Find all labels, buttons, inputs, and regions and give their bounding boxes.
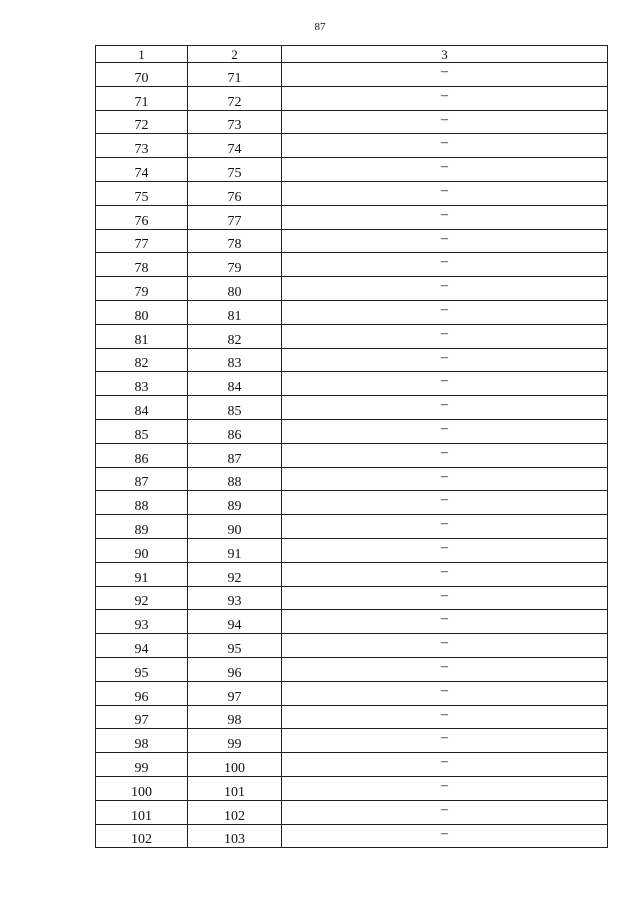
table-row <box>96 348 608 372</box>
dash-mark: – <box>441 516 448 532</box>
table-row <box>96 538 608 562</box>
table-cell-col-2: 88 <box>188 467 282 491</box>
table-cell-col-2: 73 <box>188 110 282 134</box>
dash-mark: – <box>441 539 448 555</box>
table-cell-col-2: 81 <box>188 300 282 324</box>
table-cell-col-1: 91 <box>96 562 188 586</box>
table-cell-col-1: 89 <box>96 515 188 539</box>
table-cell-col-1: 85 <box>96 419 188 443</box>
table-cell-col-1: 84 <box>96 396 188 420</box>
header-row <box>96 46 608 63</box>
table-cell-col-2: 79 <box>188 253 282 277</box>
dash-mark: – <box>441 777 448 793</box>
table-row <box>96 753 608 777</box>
dash-mark: – <box>441 682 448 698</box>
table-cell-col-2: 86 <box>188 419 282 443</box>
table-cell-col-3 <box>282 634 608 658</box>
table-row <box>96 277 608 301</box>
table-cell-col-3 <box>282 181 608 205</box>
table-row <box>96 181 608 205</box>
table-row <box>96 634 608 658</box>
dash-mark: – <box>441 397 448 413</box>
table-cell-col-1: 86 <box>96 443 188 467</box>
dash-mark: – <box>441 492 448 508</box>
table-row <box>96 63 608 87</box>
dash-mark: – <box>441 373 448 389</box>
dash-mark: – <box>441 587 448 603</box>
table-cell-col-2: 99 <box>188 729 282 753</box>
table-row <box>96 491 608 515</box>
table-cell-col-2: 78 <box>188 229 282 253</box>
table-cell-col-3 <box>282 253 608 277</box>
dash-mark: – <box>441 825 448 841</box>
table-row <box>96 324 608 348</box>
table-cell-col-3 <box>282 515 608 539</box>
table-cell-col-1: 100 <box>96 776 188 800</box>
table-cell-col-1: 102 <box>96 824 188 848</box>
table-cell-col-2: 93 <box>188 586 282 610</box>
dash-mark: – <box>441 801 448 817</box>
data-table <box>95 45 608 848</box>
table-row <box>96 372 608 396</box>
table-cell-col-3 <box>282 729 608 753</box>
table-cell-col-1: 76 <box>96 205 188 229</box>
table-cell-col-3 <box>282 538 608 562</box>
table-cell-col-1: 99 <box>96 753 188 777</box>
table-cell-col-1: 77 <box>96 229 188 253</box>
dash-mark: – <box>441 468 448 484</box>
table-cell-col-1: 73 <box>96 134 188 158</box>
dash-mark: – <box>441 563 448 579</box>
table-cell-col-1: 90 <box>96 538 188 562</box>
table-cell-col-1: 80 <box>96 300 188 324</box>
dash-mark: – <box>441 278 448 294</box>
table-cell-col-2: 80 <box>188 277 282 301</box>
table-cell-col-3 <box>282 134 608 158</box>
table-cell-col-2: 77 <box>188 205 282 229</box>
table-row <box>96 205 608 229</box>
dash-mark: – <box>441 325 448 341</box>
column-header-2: 2 <box>188 46 282 63</box>
table-cell-col-3 <box>282 491 608 515</box>
table-cell-col-2: 102 <box>188 800 282 824</box>
dash-mark: – <box>441 754 448 770</box>
table-cell-col-2: 82 <box>188 324 282 348</box>
dash-mark: – <box>441 301 448 317</box>
table-row <box>96 610 608 634</box>
table-cell-col-2: 72 <box>188 86 282 110</box>
table-cell-col-3 <box>282 657 608 681</box>
table-cell-col-2: 92 <box>188 562 282 586</box>
table-cell-col-2: 76 <box>188 181 282 205</box>
table-cell-col-1: 87 <box>96 467 188 491</box>
table-cell-col-3 <box>282 372 608 396</box>
table-cell-col-3 <box>282 277 608 301</box>
dash-mark: – <box>441 420 448 436</box>
table-cell-col-2: 84 <box>188 372 282 396</box>
table-cell-col-3 <box>282 63 608 87</box>
dash-mark: – <box>441 135 448 151</box>
table-cell-col-3 <box>282 324 608 348</box>
dash-mark: – <box>441 611 448 627</box>
table-cell-col-1: 70 <box>96 63 188 87</box>
table-row <box>96 467 608 491</box>
table-cell-col-1: 101 <box>96 800 188 824</box>
table-cell-col-3 <box>282 419 608 443</box>
table-row <box>96 158 608 182</box>
dash-mark: – <box>441 254 448 270</box>
table-cell-col-2: 85 <box>188 396 282 420</box>
table-cell-col-1: 82 <box>96 348 188 372</box>
table-cell-col-2: 87 <box>188 443 282 467</box>
table-cell-col-1: 95 <box>96 657 188 681</box>
table-cell-col-2: 74 <box>188 134 282 158</box>
dash-mark: – <box>441 206 448 222</box>
table-row <box>96 681 608 705</box>
table-body <box>96 63 608 848</box>
table-cell-col-2: 96 <box>188 657 282 681</box>
table-cell-col-3 <box>282 586 608 610</box>
column-header-3: 3 <box>282 46 608 63</box>
table-cell-col-2: 75 <box>188 158 282 182</box>
table-cell-col-3 <box>282 86 608 110</box>
table-cell-col-1: 79 <box>96 277 188 301</box>
table-cell-col-3 <box>282 205 608 229</box>
table-row <box>96 253 608 277</box>
table-row <box>96 300 608 324</box>
table-row <box>96 705 608 729</box>
table-row <box>96 229 608 253</box>
dash-mark: – <box>441 635 448 651</box>
table-row <box>96 443 608 467</box>
table-cell-col-2: 83 <box>188 348 282 372</box>
table-cell-col-2: 94 <box>188 610 282 634</box>
table-cell-col-1: 72 <box>96 110 188 134</box>
table-cell-col-2: 95 <box>188 634 282 658</box>
table-cell-col-3 <box>282 396 608 420</box>
table-row <box>96 776 608 800</box>
table-cell-col-2: 100 <box>188 753 282 777</box>
table-cell-col-1: 74 <box>96 158 188 182</box>
table-row <box>96 396 608 420</box>
table-cell-col-1: 83 <box>96 372 188 396</box>
table-row <box>96 562 608 586</box>
table-cell-col-2: 103 <box>188 824 282 848</box>
table-cell-col-2: 91 <box>188 538 282 562</box>
table-cell-col-1: 92 <box>96 586 188 610</box>
table-row <box>96 134 608 158</box>
table-cell-col-1: 96 <box>96 681 188 705</box>
table-cell-col-2: 98 <box>188 705 282 729</box>
dash-mark: – <box>441 182 448 198</box>
table-cell-col-3 <box>282 800 608 824</box>
table-cell-col-2: 90 <box>188 515 282 539</box>
dash-mark: – <box>441 444 448 460</box>
table-cell-col-2: 101 <box>188 776 282 800</box>
table-cell-col-1: 78 <box>96 253 188 277</box>
table-cell-col-1: 94 <box>96 634 188 658</box>
table-row <box>96 586 608 610</box>
dash-mark: – <box>441 349 448 365</box>
dash-mark: – <box>441 730 448 746</box>
dash-mark: – <box>441 658 448 674</box>
table-cell-col-2: 89 <box>188 491 282 515</box>
table-cell-col-3 <box>282 824 608 848</box>
table-row <box>96 657 608 681</box>
table-cell-col-3 <box>282 229 608 253</box>
table-cell-col-3 <box>282 776 608 800</box>
table-cell-col-1: 71 <box>96 86 188 110</box>
table-cell-col-2: 71 <box>188 63 282 87</box>
table-row <box>96 419 608 443</box>
table-cell-col-3 <box>282 467 608 491</box>
table-cell-col-3 <box>282 158 608 182</box>
dash-mark: – <box>441 706 448 722</box>
table-row <box>96 800 608 824</box>
table-row <box>96 515 608 539</box>
table-cell-col-2: 97 <box>188 681 282 705</box>
table-row <box>96 86 608 110</box>
table-header <box>96 46 608 63</box>
table-cell-col-3 <box>282 443 608 467</box>
table-row <box>96 729 608 753</box>
table-cell-col-3 <box>282 705 608 729</box>
table-cell-col-3 <box>282 348 608 372</box>
table-cell-col-1: 97 <box>96 705 188 729</box>
table-row <box>96 824 608 848</box>
table-cell-col-3 <box>282 681 608 705</box>
dash-mark: – <box>441 159 448 175</box>
table-cell-col-3 <box>282 110 608 134</box>
table-cell-col-1: 75 <box>96 181 188 205</box>
dash-mark: – <box>441 111 448 127</box>
table-row <box>96 110 608 134</box>
table-cell-col-1: 81 <box>96 324 188 348</box>
table-cell-col-3 <box>282 610 608 634</box>
table-cell-col-3 <box>282 562 608 586</box>
page-number: 87 <box>314 21 326 33</box>
dash-mark: – <box>441 64 448 79</box>
dash-mark: – <box>441 87 448 103</box>
table-cell-col-3 <box>282 300 608 324</box>
column-header-1: 1 <box>96 46 188 63</box>
dash-mark: – <box>441 230 448 246</box>
table-cell-col-1: 93 <box>96 610 188 634</box>
table-cell-col-1: 98 <box>96 729 188 753</box>
table-cell-col-3 <box>282 753 608 777</box>
table-cell-col-1: 88 <box>96 491 188 515</box>
